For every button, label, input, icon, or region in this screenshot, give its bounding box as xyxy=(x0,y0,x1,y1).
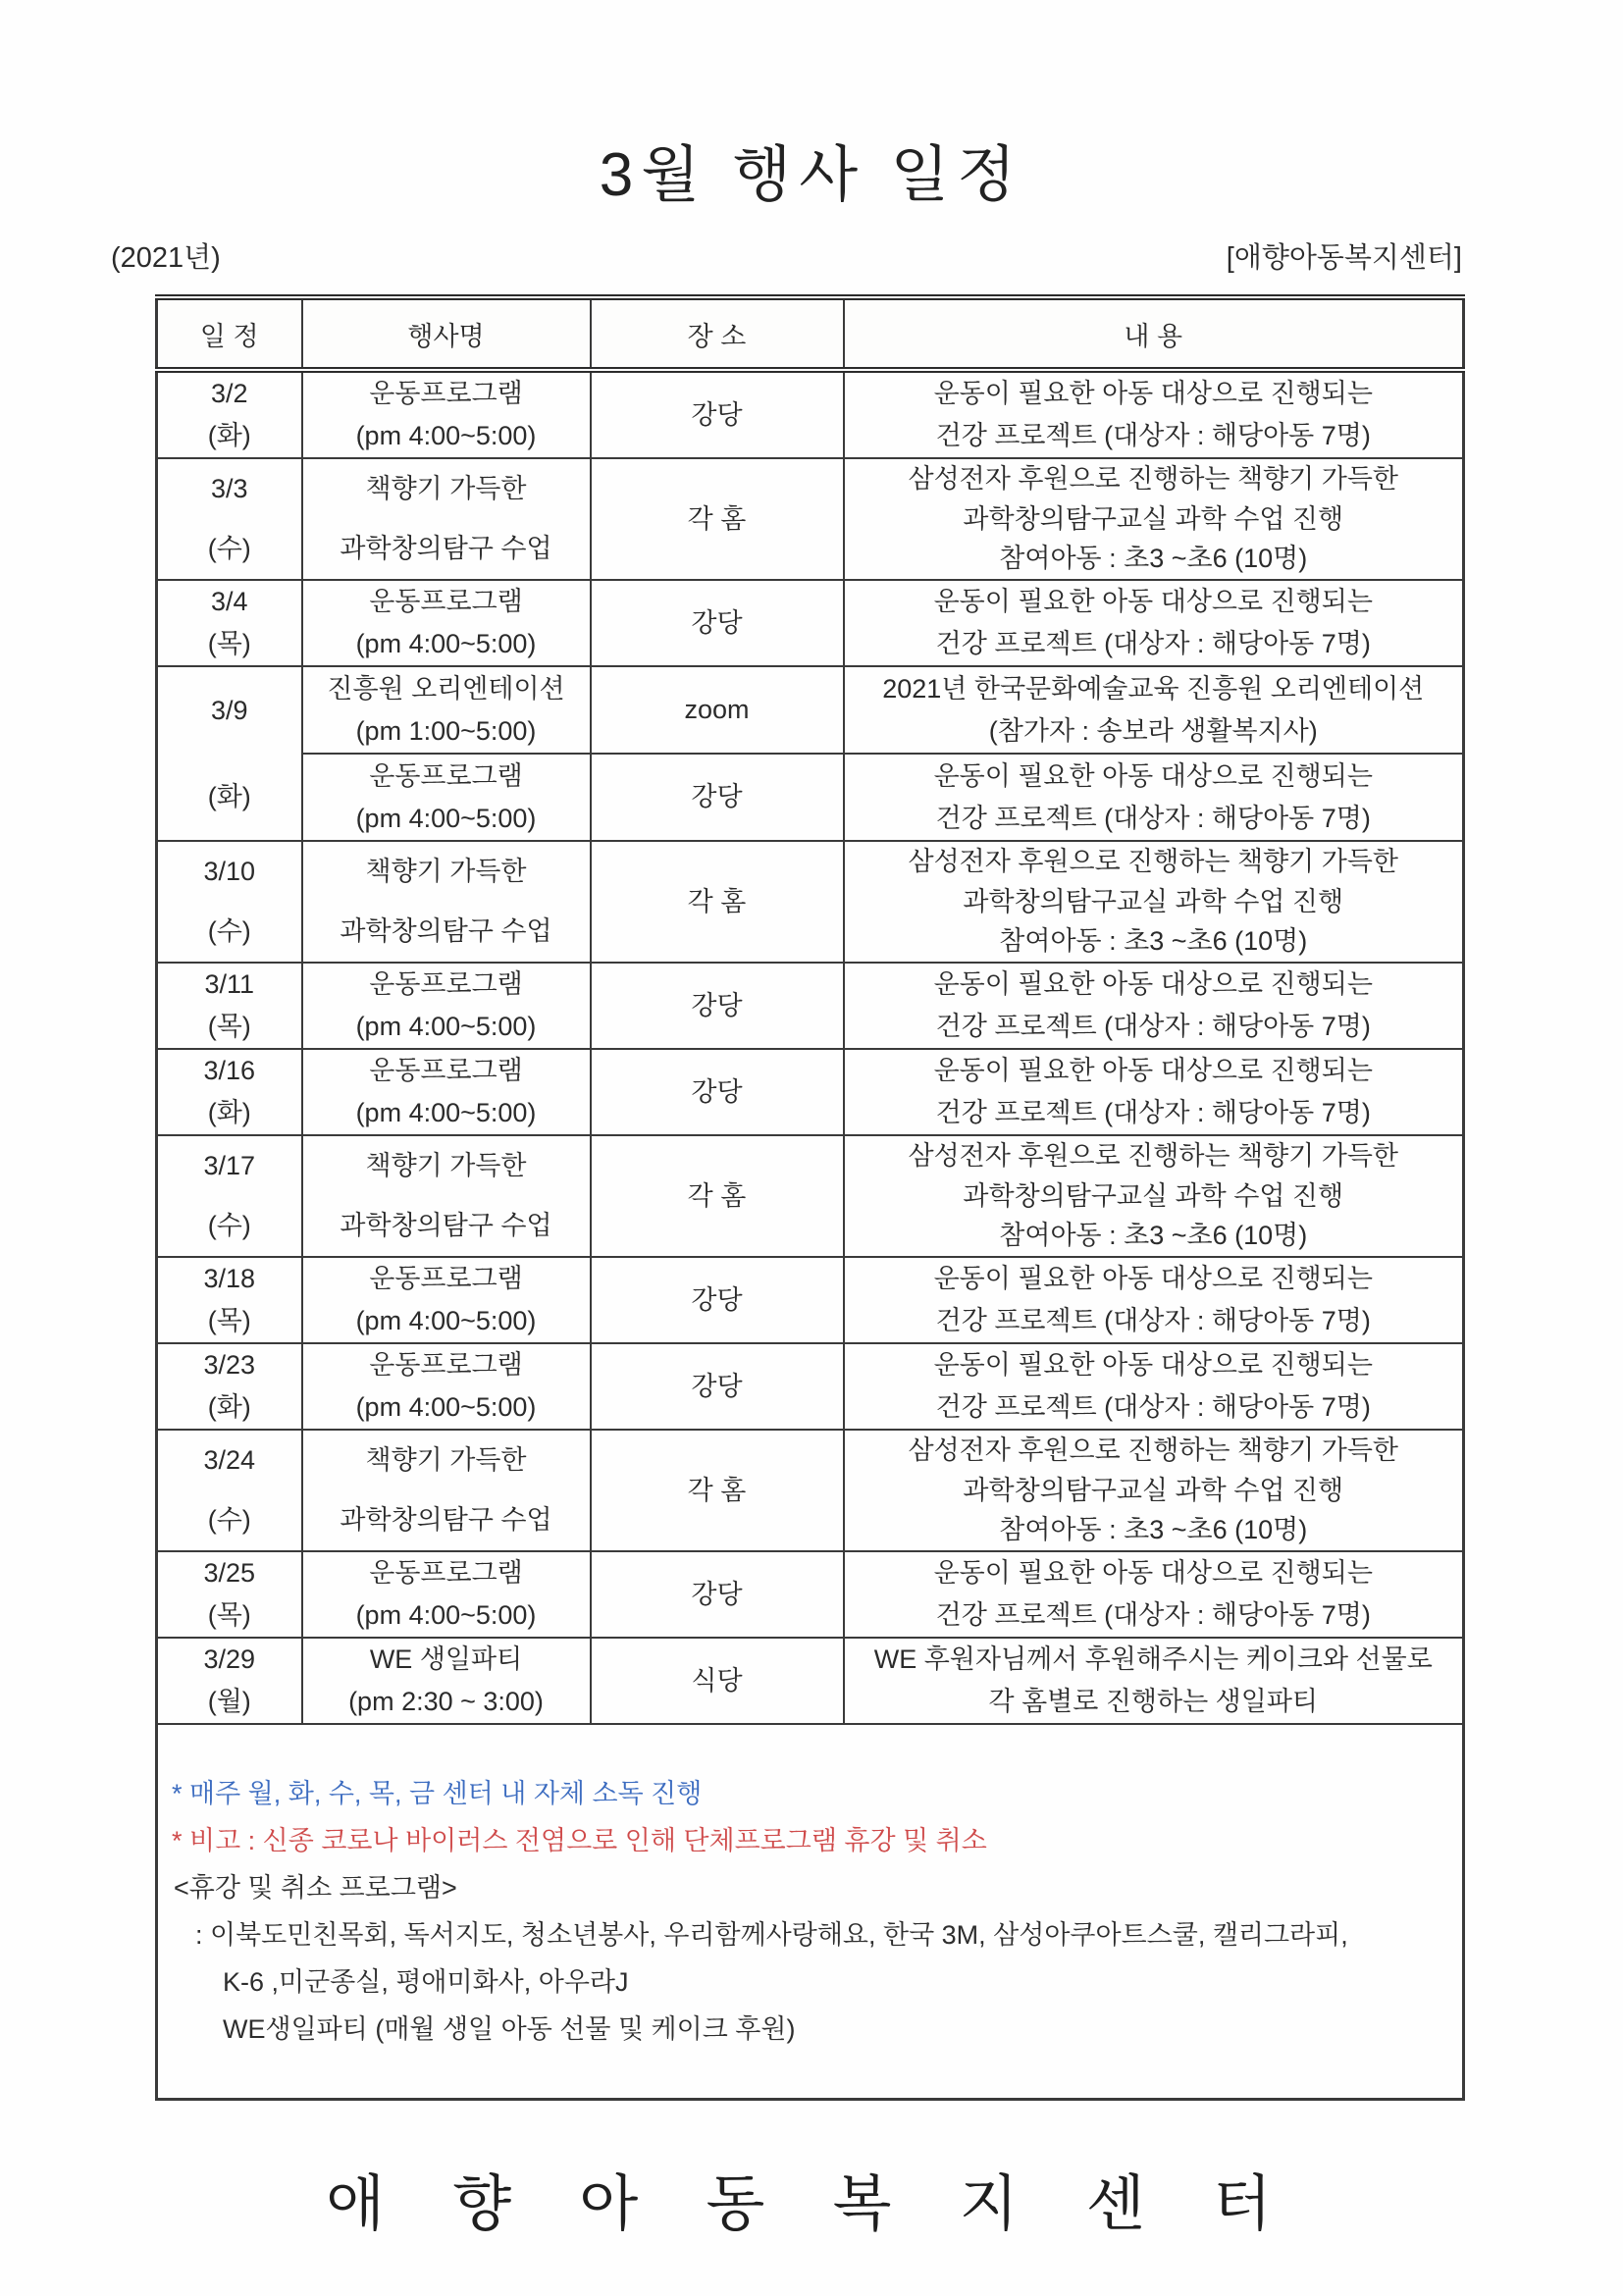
event-cell xyxy=(302,1049,591,1135)
content-line: 건강 프로젝트 (대상자 : 해당아동 7명) xyxy=(935,1012,1371,1042)
date-cell xyxy=(157,1343,302,1430)
content-cell xyxy=(844,1135,1464,1257)
content-line: 2021년 한국문화예술교육 진흥원 오리엔테이션 xyxy=(882,673,1425,704)
date-cell xyxy=(157,580,302,666)
table-row-merged-bottom xyxy=(157,754,1464,841)
place-text: 강당 xyxy=(691,1371,743,1401)
place-text: 강당 xyxy=(691,607,743,638)
place-text: 강당 xyxy=(691,1284,743,1315)
date-cell xyxy=(157,963,302,1049)
event-time: (pm 2:30 ~ 3:00) xyxy=(348,1687,544,1717)
place-cell xyxy=(591,370,844,458)
table-row xyxy=(157,1135,1464,1257)
content-line: 운동이 필요한 아동 대상으로 진행되는 xyxy=(933,1056,1373,1086)
content-cell xyxy=(844,754,1464,841)
event-name: 진흥원 오리엔테이션 xyxy=(327,673,565,704)
event-name: 운동프로그램 xyxy=(369,1350,523,1381)
content-line: 과학창의탐구교실 과학 수업 진행 xyxy=(963,1180,1344,1211)
event-cell xyxy=(302,1638,591,1724)
content-cell xyxy=(844,1430,1464,1551)
day-text: (수) xyxy=(207,916,251,947)
event-time: (pm 4:00~5:00) xyxy=(355,1600,537,1631)
table-row xyxy=(157,963,1464,1049)
content-line: 각 홈별로 진행하는 생일파티 xyxy=(988,1687,1318,1717)
place-text: 식당 xyxy=(691,1665,743,1696)
date-text: 3/24 xyxy=(203,1445,256,1476)
place-cell xyxy=(591,1343,844,1430)
content-line: 삼성전자 후원으로 진행하는 책향기 가득한 xyxy=(908,847,1398,877)
event-name: WE 생일파티 xyxy=(369,1644,523,1675)
place-text: 각 홈 xyxy=(687,503,747,534)
place-cell xyxy=(591,754,844,841)
date-cell xyxy=(157,1430,302,1551)
year-label: (2021년) xyxy=(111,242,221,274)
event-name: 운동프로그램 xyxy=(369,379,523,409)
place-text: 강당 xyxy=(691,782,743,812)
event-name2: 과학창의탐구 수업 xyxy=(340,1211,552,1241)
place-cell xyxy=(591,841,844,963)
event-cell xyxy=(302,1343,591,1430)
place-cell xyxy=(591,1049,844,1135)
date-text: 3/3 xyxy=(210,474,248,504)
table-row xyxy=(157,1430,1464,1551)
event-cell xyxy=(302,1551,591,1638)
date-cell xyxy=(157,666,302,841)
event-time: (pm 4:00~5:00) xyxy=(355,1098,537,1128)
date-cell xyxy=(157,1049,302,1135)
day-text: (수) xyxy=(207,1211,251,1241)
content-line: 과학창의탐구교실 과학 수업 진행 xyxy=(963,503,1344,534)
event-time: (pm 4:00~5:00) xyxy=(355,1012,537,1042)
content-line: WE 후원자님께서 후원해주시는 케이크와 선물로 xyxy=(873,1644,1433,1675)
table-row xyxy=(157,841,1464,963)
content-line: 운동이 필요한 아동 대상으로 진행되는 xyxy=(933,379,1373,409)
date-cell xyxy=(157,841,302,963)
place-cell xyxy=(591,1430,844,1551)
content-cell xyxy=(844,580,1464,666)
event-name: 운동프로그램 xyxy=(369,969,523,1000)
place-cell xyxy=(591,1551,844,1638)
place-cell xyxy=(591,1257,844,1343)
date-text: 3/29 xyxy=(203,1644,256,1675)
table-row xyxy=(157,458,1464,580)
event-cell xyxy=(302,841,591,963)
day-text: (목) xyxy=(207,629,251,659)
content-line: 참여아동 : 초3 ~초6 (10명) xyxy=(999,926,1308,957)
event-cell xyxy=(302,580,591,666)
event-name: 운동프로그램 xyxy=(369,587,523,617)
content-line: (참가자 : 송보라 생활복지사) xyxy=(988,715,1318,746)
day-text: (목) xyxy=(207,1012,251,1042)
day-text: (화) xyxy=(207,421,251,451)
event-name: 책향기 가득한 xyxy=(365,857,527,887)
content-cell xyxy=(844,1257,1464,1343)
date-text: 3/23 xyxy=(203,1350,256,1381)
content-line: 삼성전자 후원으로 진행하는 책향기 가득한 xyxy=(908,464,1398,495)
place-text: 강당 xyxy=(691,399,743,430)
table-row xyxy=(157,1343,1464,1430)
place-cell xyxy=(591,1135,844,1257)
event-name: 책향기 가득한 xyxy=(365,1445,527,1476)
event-name2: 과학창의탐구 수업 xyxy=(340,1505,552,1536)
note-cancelled-programs-list-2: K-6 ,미군종실, 평애미화사, 아우라J xyxy=(223,1967,629,1997)
table-row xyxy=(157,580,1464,666)
day-text: (화) xyxy=(207,781,251,811)
note-cancelled-programs-list-1: : 이북도민친목회, 독서지도, 청소년봉사, 우리함께사랑해요, 한국 3M, 삼성아쿠아트스쿨, 캘리그라피, xyxy=(195,1920,1348,1950)
event-name: 운동프로그램 xyxy=(369,1056,523,1086)
event-cell xyxy=(302,1135,591,1257)
page-title: 3월 행사 일정 xyxy=(599,141,1024,209)
date-cell xyxy=(157,1135,302,1257)
content-cell xyxy=(844,458,1464,580)
place-cell xyxy=(591,580,844,666)
day-text: (화) xyxy=(207,1392,251,1423)
col-header-place: 장 소 xyxy=(591,297,844,370)
content-cell xyxy=(844,370,1464,458)
place-cell xyxy=(591,1638,844,1724)
date-text: 3/4 xyxy=(210,587,248,617)
place-text: zoom xyxy=(684,695,750,725)
meta-row xyxy=(111,235,1462,276)
content-line: 운동이 필요한 아동 대상으로 진행되는 xyxy=(933,969,1373,1000)
note-cancelled-programs-header: <휴강 및 취소 프로그램> xyxy=(174,1873,457,1903)
content-line: 건강 프로젝트 (대상자 : 해당아동 7명) xyxy=(935,421,1371,451)
event-cell xyxy=(302,666,591,754)
event-name2: 과학창의탐구 수업 xyxy=(340,916,552,947)
content-line: 건강 프로젝트 (대상자 : 해당아동 7명) xyxy=(935,629,1371,659)
table-row xyxy=(157,1551,1464,1638)
org-label: [애향아동복지센터] xyxy=(1226,242,1462,274)
content-line: 건강 프로젝트 (대상자 : 해당아동 7명) xyxy=(935,1392,1371,1423)
event-cell xyxy=(302,1430,591,1551)
content-line: 참여아동 : 초3 ~초6 (10명) xyxy=(999,1515,1308,1545)
event-time: (pm 4:00~5:00) xyxy=(355,421,537,451)
table-row xyxy=(157,1257,1464,1343)
content-line: 과학창의탐구교실 과학 수업 진행 xyxy=(963,1475,1344,1505)
content-line: 건강 프로젝트 (대상자 : 해당아동 7명) xyxy=(935,1098,1371,1128)
event-time: (pm 1:00~5:00) xyxy=(355,715,537,746)
date-text: 3/10 xyxy=(203,857,256,887)
place-text: 각 홈 xyxy=(687,886,747,916)
date-text: 3/18 xyxy=(203,1264,256,1294)
content-line: 건강 프로젝트 (대상자 : 해당아동 7명) xyxy=(935,803,1371,833)
event-name: 운동프로그램 xyxy=(369,1558,523,1589)
place-text: 강당 xyxy=(691,1579,743,1609)
content-line: 운동이 필요한 아동 대상으로 진행되는 xyxy=(933,1264,1373,1294)
day-text: (월) xyxy=(207,1687,251,1717)
schedule-table xyxy=(155,294,1465,2101)
content-cell xyxy=(844,1343,1464,1430)
content-line: 운동이 필요한 아동 대상으로 진행되는 xyxy=(933,1350,1373,1381)
note-disinfection: * 매주 월, 화, 수, 목, 금 센터 내 자체 소독 진행 xyxy=(172,1779,703,1808)
note-we-birthday: WE생일파티 (매월 생일 아동 선물 및 케이크 후원) xyxy=(223,2014,796,2044)
date-cell xyxy=(157,1257,302,1343)
content-line: 삼성전자 후원으로 진행하는 책향기 가득한 xyxy=(908,1141,1398,1172)
event-cell xyxy=(302,754,591,841)
notes-block xyxy=(158,1725,1462,2098)
place-cell xyxy=(591,458,844,580)
event-name: 책향기 가득한 xyxy=(365,474,527,504)
date-cell xyxy=(157,1551,302,1638)
notes-row xyxy=(157,1724,1464,2100)
content-cell xyxy=(844,1049,1464,1135)
footer-org-title: 애 향 아 동 복 지 센 터 xyxy=(326,2170,1297,2238)
place-text: 강당 xyxy=(691,1076,743,1107)
place-cell xyxy=(591,666,844,754)
notes-cell xyxy=(157,1724,1464,2100)
content-cell xyxy=(844,666,1464,754)
event-name: 운동프로그램 xyxy=(369,760,523,791)
place-cell xyxy=(591,963,844,1049)
content-cell xyxy=(844,963,1464,1049)
place-text: 강당 xyxy=(691,990,743,1020)
content-line: 건강 프로젝트 (대상자 : 해당아동 7명) xyxy=(935,1306,1371,1336)
event-name: 책향기 가득한 xyxy=(365,1151,527,1181)
note-covid-cancellation: * 비고 : 신종 코로나 바이러스 전염으로 인해 단체프로그램 휴강 및 취소 xyxy=(172,1826,987,1855)
header-row xyxy=(157,297,1464,370)
date-cell xyxy=(157,458,302,580)
event-cell xyxy=(302,963,591,1049)
content-line: 운동이 필요한 아동 대상으로 진행되는 xyxy=(933,1558,1373,1589)
event-name2: 과학창의탐구 수업 xyxy=(340,534,552,564)
date-text: 3/9 xyxy=(210,695,248,725)
content-line: 삼성전자 후원으로 진행하는 책향기 가득한 xyxy=(908,1435,1398,1466)
col-header-date: 일 정 xyxy=(157,297,302,370)
place-text: 각 홈 xyxy=(687,1475,747,1505)
event-time: (pm 4:00~5:00) xyxy=(355,803,537,833)
date-text: 3/25 xyxy=(203,1558,256,1589)
content-line: 건강 프로젝트 (대상자 : 해당아동 7명) xyxy=(935,1600,1371,1631)
date-text: 3/11 xyxy=(204,969,255,1000)
event-time: (pm 4:00~5:00) xyxy=(355,1306,537,1336)
content-cell xyxy=(844,841,1464,963)
table-row xyxy=(157,370,1464,458)
day-text: (화) xyxy=(207,1098,251,1128)
col-header-content: 내 용 xyxy=(844,297,1464,370)
table-row xyxy=(157,1638,1464,1724)
col-header-event: 행사명 xyxy=(302,297,591,370)
day-text: (수) xyxy=(207,534,251,564)
date-text: 3/17 xyxy=(203,1151,256,1181)
day-text: (목) xyxy=(207,1600,251,1631)
day-text: (목) xyxy=(207,1306,251,1336)
content-line: 참여아동 : 초3 ~초6 (10명) xyxy=(999,1221,1308,1251)
content-line: 운동이 필요한 아동 대상으로 진행되는 xyxy=(933,587,1373,617)
table-row xyxy=(157,1049,1464,1135)
event-cell xyxy=(302,370,591,458)
event-cell xyxy=(302,1257,591,1343)
content-line: 과학창의탐구교실 과학 수업 진행 xyxy=(963,886,1344,916)
event-cell xyxy=(302,458,591,580)
date-text: 3/16 xyxy=(203,1056,256,1086)
day-text: (수) xyxy=(207,1505,251,1536)
date-text: 3/2 xyxy=(210,379,248,409)
event-time: (pm 4:00~5:00) xyxy=(355,1392,537,1423)
date-cell xyxy=(157,370,302,458)
place-text: 각 홈 xyxy=(687,1180,747,1211)
event-name: 운동프로그램 xyxy=(369,1264,523,1294)
date-cell xyxy=(157,1638,302,1724)
content-cell xyxy=(844,1638,1464,1724)
table-row-merged-top xyxy=(157,666,1464,754)
content-cell xyxy=(844,1551,1464,1638)
content-line: 참여아동 : 초3 ~초6 (10명) xyxy=(999,544,1308,574)
content-line: 운동이 필요한 아동 대상으로 진행되는 xyxy=(933,760,1373,791)
event-time: (pm 4:00~5:00) xyxy=(355,629,537,659)
